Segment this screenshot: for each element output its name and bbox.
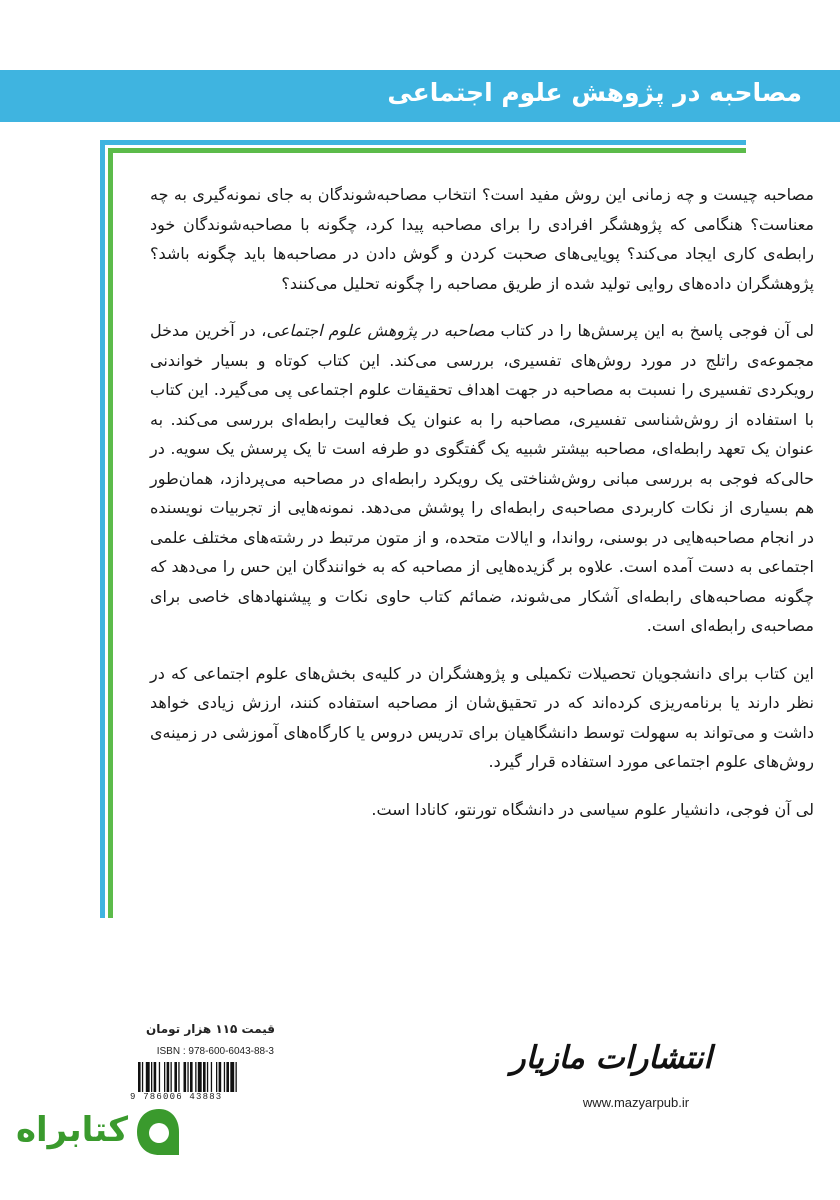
blurb-paragraph-2-lead: لی آن فوجی پاسخ به این پرسش‌ها را در کتاب (494, 321, 814, 340)
ketabrah-logo-icon (134, 1106, 184, 1158)
blurb-paragraph-2 (150, 316, 814, 641)
frame-stripe-green-left (108, 148, 113, 918)
publisher-url[interactable]: www.mazyarpub.ir (582, 1095, 690, 1110)
publisher-name: انتشارات مازیار (510, 1040, 712, 1076)
author-bio: لی آن فوجی، دانشیار علوم سیاسی در دانشگاه تورنتو، کانادا است. (371, 799, 814, 819)
isbn-label: ISBN : 978-600-6043-88-3 (156, 1046, 274, 1057)
frame-stripe-blue-left (100, 140, 105, 918)
frame-stripe-blue-top (100, 140, 746, 145)
ketabrah-logo (16, 1098, 186, 1166)
barcode-digits: 9 786006 43883 (130, 1092, 276, 1102)
blurb-paragraph-3: این کتاب برای دانشجویان تحصیلات تکمیلی و پژوهشگران در کلیه‌ی بخش‌های علوم اجتماعی که در نظر دارند یا برنامه‌ریزی کرده‌اند که در تحقیق‌شان از مصاحبه استفاده کنند، ارزش زیادی خواهد داشت و می‌تواند به سهولت توسط دانشگاهیان برای تدریس دروس یا کارگاه‌های آموزشی در زمینه‌ی روش‌های علوم اجتماعی مورد استفاده قرار گیرد. (150, 663, 814, 771)
book-title-inline: مصاحبه در پژوهش علوم اجتماعی (266, 321, 495, 340)
blurb-text (150, 180, 814, 842)
book-title: مصاحبه در پژوهش علوم اجتماعی (387, 78, 802, 107)
price-label: قیمت ۱۱۵ هزار تومان (145, 1022, 275, 1036)
blurb-paragraph-1: مصاحبه چیست و چه زمانی این روش مفید است؟ انتخاب مصاحبه‌شوندگان به جای نمونه‌گیری به چه معناست؟ هنگامی که پژوهشگر افرادی را برای مصاحبه پیدا کرد، چگونه با مصاحبه‌شوندگان خود رابطه‌ی کاری ایجاد می‌کند؟ پویایی‌های صحبت کردن و گوش دادن در مصاحبه‌ها باید چگونه باشد؟ پژوهشگران داده‌های روایی تولید شده از طریق مصاحبه را چگونه تحلیل می‌کنند؟ (150, 185, 814, 293)
ketabrah-logo-text: کتابراه (15, 1110, 128, 1150)
blurb-paragraph-2-rest: ، در آخرین مدخل مجموعه‌ی راتلج در مورد روش‌های تفسیری، بررسی می‌کند. این کتاب کوتاه و بسیار خواندنی رویکردی تفسیری را نسبت به مصاحبه در جهت اهداف تحقیقات علوم اجتماعی پی می‌گیرد. این کتاب با استفاده از روش‌شناسی تفسیری، مصاحبه را به عنوان یک فعالیت رابطه‌ای بررسی می‌کند. به عنوان یک تعهد رابطه‌ای، مصاحبه بیشتر شبیه یک گفتگوی دو طرفه است تا یک پرسش یک سویه. در حالی‌که فوجی به بررسی مبانی روش‌شناختی یک رویکرد رابطه‌ای در مصاحبه می‌پردازد، همان‌طور هم بسیاری از نکات کاربردی مصاحبه‌ی رابطه‌ای را پوشش می‌دهد. نمونه‌هایی از تجربیات نویسنده در انجام مصاحبه‌هایی در بوسنی، رواندا، و ایالات متحده، و از متون مرتبط در رشته‌های مختلف علمی اجتماعی به دست آمده است. علاوه بر گزیده‌هایی از مصاحبه که به خوانندگان این حس را می‌دهد که چگونه مصاحبه‌های رابطه‌ای آشکار می‌شوند، ضمائم کتاب حاوی نکات و پیشنهادهای خاصی برای مصاحبه‌ی رابطه‌ای است. (150, 321, 814, 635)
title-band (0, 70, 840, 122)
frame-stripe-green-top (108, 148, 746, 153)
